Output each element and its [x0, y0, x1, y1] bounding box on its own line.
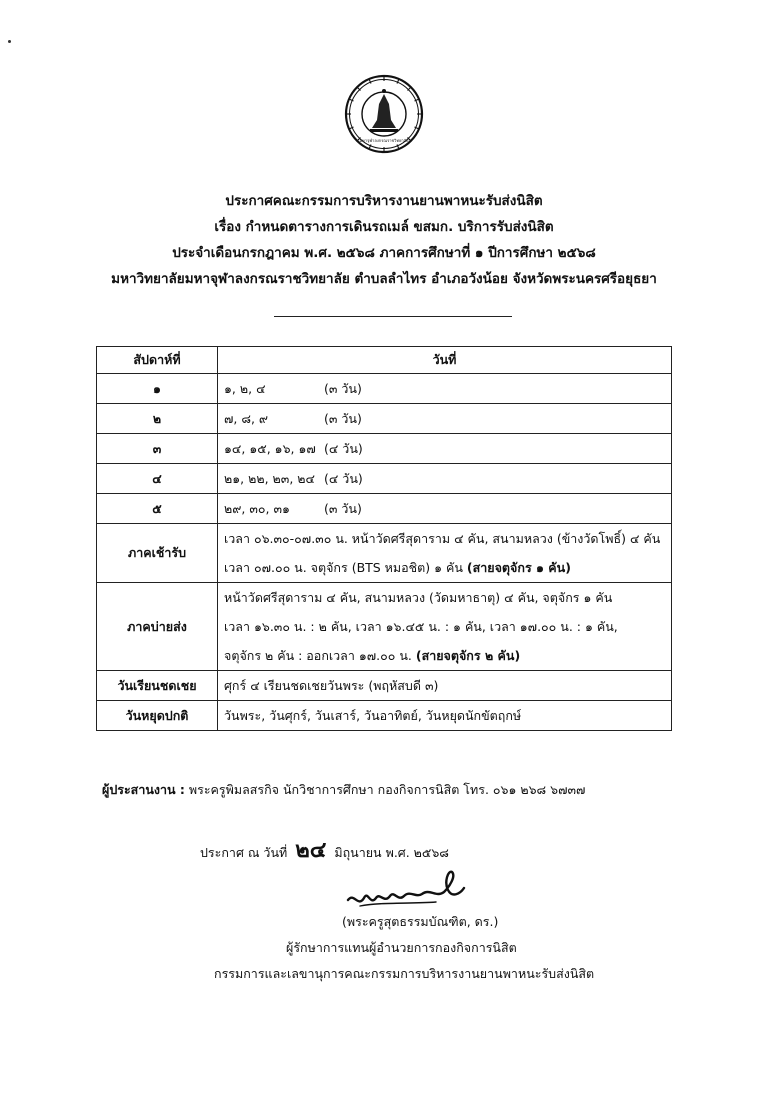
column-header-week: สัปดาห์ที่ — [97, 347, 218, 374]
morning-row — [97, 524, 672, 583]
week-dates: ๑๔, ๑๕, ๑๖, ๑๗ — [224, 440, 316, 456]
header-university: มหาวิทยาลัยมหาจุฬาลงกรณราชวิทยาลัย ตำบลลำไทร อำเภอวังน้อย จังหวัดพระนครศรีอยุธยา — [111, 271, 657, 287]
week-number: ๕ — [97, 494, 218, 524]
afternoon-line-route: (สายจตุจักร ๒ คัน) — [415, 648, 521, 663]
week-number: ๓ — [97, 434, 218, 464]
week-day-count: (๓ วัน) — [324, 410, 362, 426]
coordinator-label: ผู้ประสานงาน : — [102, 782, 185, 797]
week-day-count: (๔ วัน) — [324, 470, 363, 486]
table-row — [97, 404, 672, 434]
header-divider — [274, 316, 512, 317]
announcement-date — [200, 832, 449, 867]
afternoon-label: ภาคบ่ายส่ง — [97, 583, 218, 671]
makeup-value: ศุกร์ ๔ เรียนชดเชยวันพระ (พฤหัสบดี ๓) — [218, 671, 672, 701]
column-header-days: วันที่ — [218, 347, 672, 374]
scan-speck — [8, 40, 11, 43]
announcement-date-prefix: ประกาศ ณ วันที่ — [200, 845, 288, 860]
coordinator-value: พระครูพิมลสรกิจ นักวิชาการศึกษา กองกิจการนิสิต โทร. ๐๖๑ ๒๖๘ ๖๗๓๗ — [188, 782, 586, 797]
morning-line-route: (สายจตุจักร ๑ คัน) — [466, 560, 571, 575]
week-number: ๔ — [97, 464, 218, 494]
week-day-count: (๓ วัน) — [324, 500, 362, 516]
week-dates: ๒๑, ๒๒, ๒๓, ๒๔ — [224, 470, 315, 486]
signatory-position: กรรมการและเลขานุการคณะกรรมการบริหารงานยานพาหนะรับส่งนิสิต — [214, 966, 595, 981]
makeup-label: วันเรียนชดเชย — [97, 671, 218, 701]
header-title: ประกาศคณะกรรมการบริหารงานยานพาหนะรับส่งนิสิต — [225, 193, 543, 209]
handwritten-signature — [340, 868, 470, 914]
table-row — [97, 374, 672, 404]
week-dates: ๒๙, ๓๐, ๓๑ — [224, 500, 290, 516]
table-row — [97, 434, 672, 464]
signatory-position: ผู้รักษาการแทนผู้อำนวยการกองกิจการนิสิต — [286, 940, 517, 955]
afternoon-line — [224, 641, 665, 670]
morning-label: ภาคเช้ารับ — [97, 524, 218, 583]
bus-schedule-table — [96, 346, 672, 731]
week-day-count: (๓ วัน) — [324, 380, 362, 396]
week-day-count: (๔ วัน) — [324, 440, 363, 456]
afternoon-line: เวลา ๑๖.๓๐ น. : ๒ คัน, เวลา ๑๖.๔๕ น. : ๑ คัน, เวลา ๑๗.๐๐ น. : ๑ คัน, — [224, 619, 618, 634]
week-number: ๒ — [97, 404, 218, 434]
morning-line: เวลา ๐๖.๓๐-๐๗.๓๐ น. หน้าวัดศรีสุดาราม ๔ คัน, สนามหลวง (ข้างวัดโพธิ์) ๔ คัน — [224, 531, 661, 546]
svg-text:มหาจุฬาลงกรณราชวิทยาลัย: มหาจุฬาลงกรณราชวิทยาลัย — [359, 138, 409, 143]
announcement-header — [0, 188, 768, 292]
week-number: ๑ — [97, 374, 218, 404]
signatory-name: (พระครูสุตธรรมบัณฑิต, ดร.) — [342, 914, 499, 929]
week-dates: ๗, ๘, ๙ — [224, 410, 269, 426]
holiday-value: วันพระ, วันศุกร์, วันเสาร์, วันอาทิตย์, วันหยุดนักขัตฤกษ์ — [218, 701, 672, 731]
table-row — [97, 464, 672, 494]
table-header-row — [97, 347, 672, 374]
holiday-row — [97, 701, 672, 731]
table-row — [97, 494, 672, 524]
morning-line-text: เวลา ๐๗.๐๐ น. จตุจักร (BTS หมอชิต) ๑ คัน — [224, 560, 467, 575]
header-subject: เรื่อง กำหนดตารางการเดินรถเมล์ ขสมก. บริการรับส่งนิสิต — [214, 219, 554, 235]
university-seal-icon — [344, 74, 424, 154]
announcement-date-suffix: มิถุนายน พ.ศ. ๒๕๖๘ — [334, 845, 449, 860]
afternoon-line-text: จตุจักร ๒ คัน : ออกเวลา ๑๗.๐๐ น. — [224, 648, 416, 663]
makeup-row — [97, 671, 672, 701]
week-dates: ๑, ๒, ๔ — [224, 380, 266, 396]
header-period: ประจำเดือนกรกฎาคม พ.ศ. ๒๕๖๘ ภาคการศึกษาที่ ๑ ปีการศึกษา ๒๕๖๘ — [172, 245, 596, 261]
coordinator-line — [102, 780, 585, 800]
holiday-label: วันหยุดปกติ — [97, 701, 218, 731]
announcement-day: ๒๔ — [295, 837, 327, 863]
afternoon-line: หน้าวัดศรีสุดาราม ๔ คัน, สนามหลวง (วัดมหาธาตุ) ๔ คัน, จตุจักร ๑ คัน — [224, 590, 613, 605]
morning-line — [224, 553, 665, 582]
afternoon-row — [97, 583, 672, 671]
